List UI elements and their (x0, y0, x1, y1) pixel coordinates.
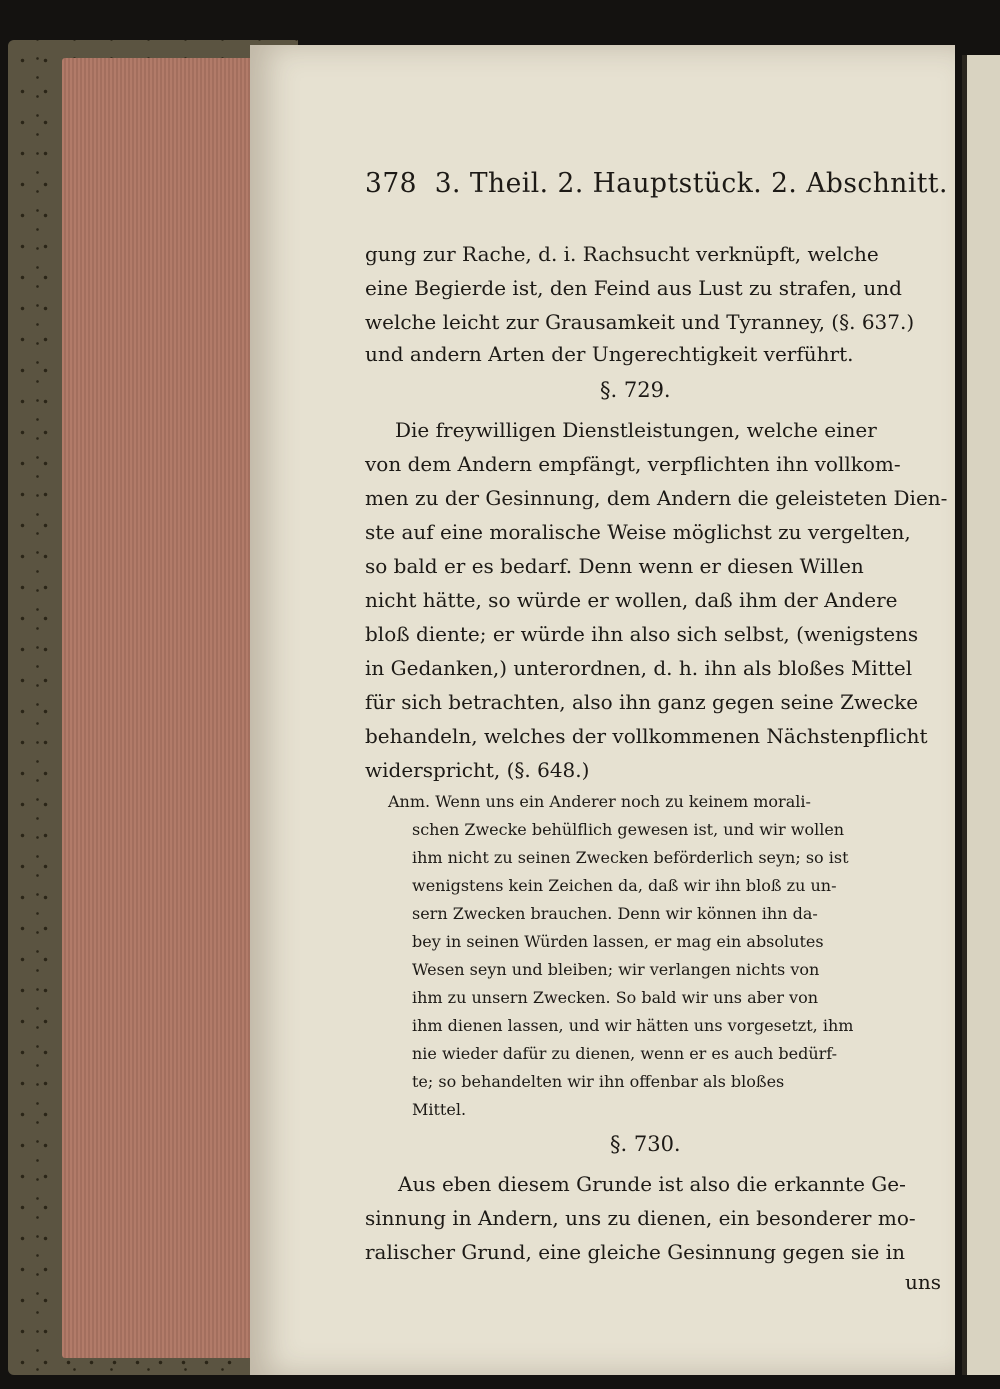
note-line: ihm nicht zu seinen Zwecken beförderlich seyn; so ist (412, 848, 849, 867)
text-line: in Gedanken,) unterordnen, d. h. ihn als bloßes Mittel (365, 656, 913, 680)
note-line: Wesen seyn und bleiben; wir verlangen nichts von (412, 960, 820, 979)
note-line: bey in seinen Würden lassen, er mag ein absolutes (412, 932, 824, 951)
text-line: sinnung in Andern, uns zu dienen, ein besonderer mo- (365, 1206, 916, 1230)
text-line: men zu der Gesinnung, dem Andern die geleisteten Dien- (365, 486, 948, 510)
page-edges (62, 58, 262, 1358)
note-line: schen Zwecke behülflich gewesen ist, und wir wollen (412, 820, 845, 839)
text-line: gung zur Rache, d. i. Rachsucht verknüpft, welche (365, 242, 879, 266)
note-line: wenigstens kein Zeichen da, daß wir ihn bloß zu un- (412, 876, 837, 895)
text-line: nicht hätte, so würde er wollen, daß ihm der Andere (365, 588, 898, 612)
text-line: ste auf eine moralische Weise möglichst zu vergelten, (365, 520, 911, 544)
note-line: Mittel. (412, 1100, 467, 1119)
text-line: von dem Andern empfängt, verpflichten ihn vollkom- (365, 452, 901, 476)
text-line: und andern Arten der Ungerechtigkeit verführt. (365, 342, 854, 366)
text-line: Aus eben diesem Grunde ist also die erkannte Ge- (398, 1172, 906, 1196)
running-title: 3. Theil. 2. Hauptstück. 2. Abschnitt. (434, 168, 948, 199)
page-number: 378 (365, 168, 418, 199)
text-line: für sich betrachten, also ihn ganz gegen seine Zwecke (365, 690, 919, 714)
note-line: Anm. Wenn uns ein Anderer noch zu keinem morali- (388, 792, 811, 811)
text-line: eine Begierde ist, den Feind aus Lust zu strafen, und (365, 276, 902, 300)
text-line: ralischer Grund, eine gleiche Gesinnung gegen sie in (365, 1240, 906, 1264)
text-line: so bald er es bedarf. Denn wenn er diesen Willen (365, 554, 864, 578)
text-line: bloß diente; er würde ihn also sich selbst, (wenigstens (365, 622, 919, 646)
section-heading: §. 730. (610, 1132, 681, 1156)
text-line: welche leicht zur Grausamkeit und Tyranney, (§. 637.) (365, 310, 915, 334)
catchword: uns (905, 1270, 942, 1294)
note-line: te; so behandelten wir ihn offenbar als bloßes (412, 1072, 785, 1091)
note-line: ihm dienen lassen, und wir hätten uns vorgesetzt, ihm (412, 1016, 854, 1035)
page-header (365, 168, 948, 199)
note-line: sern Zwecken brauchen. Denn wir können ihn da- (412, 904, 818, 923)
text-line: widerspricht, (§. 648.) (365, 758, 590, 782)
note-line: ihm zu unsern Zwecken. So bald wir uns aber von (412, 988, 819, 1007)
text-line: Die freywilligen Dienstleistungen, welche einer (395, 418, 877, 442)
next-page-edge (962, 55, 1000, 1375)
section-heading: §. 729. (600, 378, 671, 402)
note-line: nie wieder dafür zu dienen, wenn er es auch bedürf- (412, 1044, 838, 1063)
text-line: behandeln, welches der vollkommenen Nächstenpflicht (365, 724, 928, 748)
